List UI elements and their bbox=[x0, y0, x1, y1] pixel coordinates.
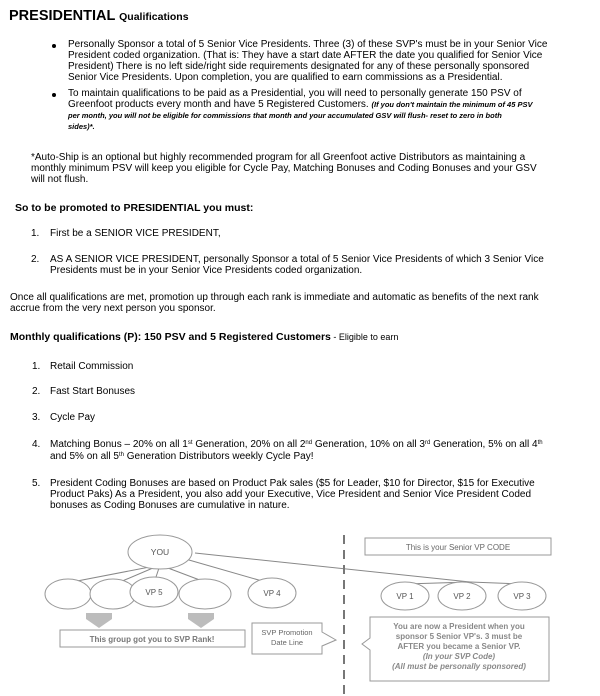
text-line: To maintain qualifications to be paid as a Presidential, you will need to personally generate 150 PSV of bbox=[68, 88, 522, 99]
superscript: th bbox=[118, 452, 124, 458]
list-item: Cycle Pay bbox=[50, 412, 96, 423]
text-segment: and 5% on all 5 bbox=[50, 451, 119, 462]
title-main: PRESIDENTIAL bbox=[9, 8, 116, 24]
monthly-qualifications bbox=[10, 331, 398, 343]
list-num: 4. bbox=[32, 439, 41, 450]
text-line: *Auto-Ship is an optional but highly recommended program for all Greenfoot active Distributors as maintaining a bbox=[31, 152, 526, 163]
superscript: rd bbox=[424, 440, 431, 446]
president-box-line: (In your SVP Code) bbox=[422, 652, 496, 661]
superscript: st bbox=[187, 440, 193, 446]
note-italic: per month, you will not be eligible for commissions that month and your accumulated GSV will flush- reset to zero in both bbox=[68, 111, 502, 120]
superscript: nd bbox=[305, 440, 313, 446]
text-line: Presidents must be in your Senior Vice Presidents coded organization. bbox=[50, 265, 363, 276]
page-title bbox=[9, 8, 189, 24]
step-num: 1. bbox=[31, 228, 40, 239]
president-box-line: You are now a President when you bbox=[393, 622, 525, 631]
president-box-line: (All must be personally sponsored) bbox=[392, 662, 526, 671]
text-segment: Matching Bonus – 20% on all 1 bbox=[50, 439, 188, 450]
vp5-label: VP 5 bbox=[145, 588, 163, 597]
downline-node bbox=[179, 579, 231, 609]
list-num: 2. bbox=[32, 386, 41, 397]
text-segment: Greenfoot products every month and have 5 Registered Customers. bbox=[68, 99, 369, 110]
text-line: President Coding Bonuses are based on Product Pak sales ($5 for Leader, $10 for Director, $15 for Executive bbox=[50, 478, 535, 489]
list-item: Fast Start Bonuses bbox=[50, 386, 136, 397]
date-line-label: Date Line bbox=[270, 638, 304, 647]
text-line: bonuses as Coding Bonuses are cumulative in nature. bbox=[50, 500, 290, 511]
sponsorship-diagram bbox=[0, 520, 600, 696]
list-num: 3. bbox=[32, 412, 41, 423]
downline-node bbox=[90, 579, 136, 609]
text-line: Product Paks) As a President, you also add your Executive, Vice President and Senior Vice President Coded bbox=[50, 489, 532, 500]
text-line: Personally Sponsor a total of 5 Senior Vice Presidents. Three (3) of these SVP's must be in your Senior Vice bbox=[68, 39, 548, 50]
list-num: 1. bbox=[32, 361, 41, 372]
matching-bonus bbox=[50, 439, 543, 463]
vp4-label: VP 4 bbox=[263, 589, 281, 598]
text-segment: Generation, 5% on all 4 bbox=[430, 439, 538, 450]
downline-node bbox=[45, 579, 91, 609]
text-line: accrue from the very next person you sponsor. bbox=[10, 303, 216, 314]
text-line: Senior Vice Presidents. Upon completion, you are qualified to earn commissions as a Presidential. bbox=[68, 72, 503, 83]
step-num: 2. bbox=[31, 254, 40, 265]
vp3-label: VP 3 bbox=[513, 592, 531, 601]
superscript: th bbox=[537, 440, 543, 446]
group-box-label: This group got you to SVP Rank! bbox=[89, 635, 215, 644]
president-box-line: sponsor 5 Senior VP's. 3 must be bbox=[395, 632, 523, 641]
text-segment: Generation, 20% on all 2 bbox=[192, 439, 306, 450]
president-box-line: AFTER you became a Senior VP. bbox=[397, 642, 521, 651]
step-text: First be a SENIOR VICE PRESIDENT, bbox=[50, 228, 221, 239]
date-line-label: SVP Promotion bbox=[261, 628, 313, 637]
text-line: AS A SENIOR VICE PRESIDENT, personally Sponsor a total of 5 Senior Vice Presidents of which 3 Senior Vice bbox=[50, 254, 544, 265]
promote-heading: So to be promoted to PRESIDENTIAL you must: bbox=[15, 202, 254, 214]
text-segment: Generation Distributors weekly Cycle Pay! bbox=[123, 451, 314, 462]
text-line: Once all qualifications are met, promotion up through each rank is immediate and automatic as benefits of the next rank bbox=[10, 292, 539, 303]
text-line: will not flush. bbox=[31, 174, 89, 185]
you-label: YOU bbox=[150, 547, 170, 557]
monthly-rest: - Eligible to earn bbox=[330, 332, 399, 342]
vp1-label: VP 1 bbox=[396, 592, 414, 601]
bullet-dot bbox=[52, 93, 56, 97]
note-italic: (If you don't maintain the minimum of 45 PSV bbox=[371, 100, 533, 109]
bullet-dot bbox=[52, 44, 56, 48]
title-sub: Qualifications bbox=[119, 11, 189, 23]
code-box-label: This is your Senior VP CODE bbox=[405, 543, 511, 552]
note-italic: sides)*. bbox=[68, 122, 95, 131]
list-num: 5. bbox=[32, 478, 41, 489]
text-line: President) There is no left side/right side requirements designated for any of these personally sponsored bbox=[68, 61, 530, 72]
vp2-label: VP 2 bbox=[453, 592, 471, 601]
text-line: monthly minimum PSV will keep you eligible for Cycle Pay, Matching Bonuses and Coding Bonuses and your GSV bbox=[31, 163, 537, 174]
monthly-bold: Monthly qualifications (P): 150 PSV and 5 Registered Customers bbox=[10, 331, 331, 343]
text-segment: Generation, 10% on all 3 bbox=[312, 439, 425, 450]
text-line: President coded organization. (That is: They have a start date AFTER the date you qualified for Senior Vice bbox=[68, 50, 543, 61]
list-item: Retail Commission bbox=[50, 361, 134, 372]
